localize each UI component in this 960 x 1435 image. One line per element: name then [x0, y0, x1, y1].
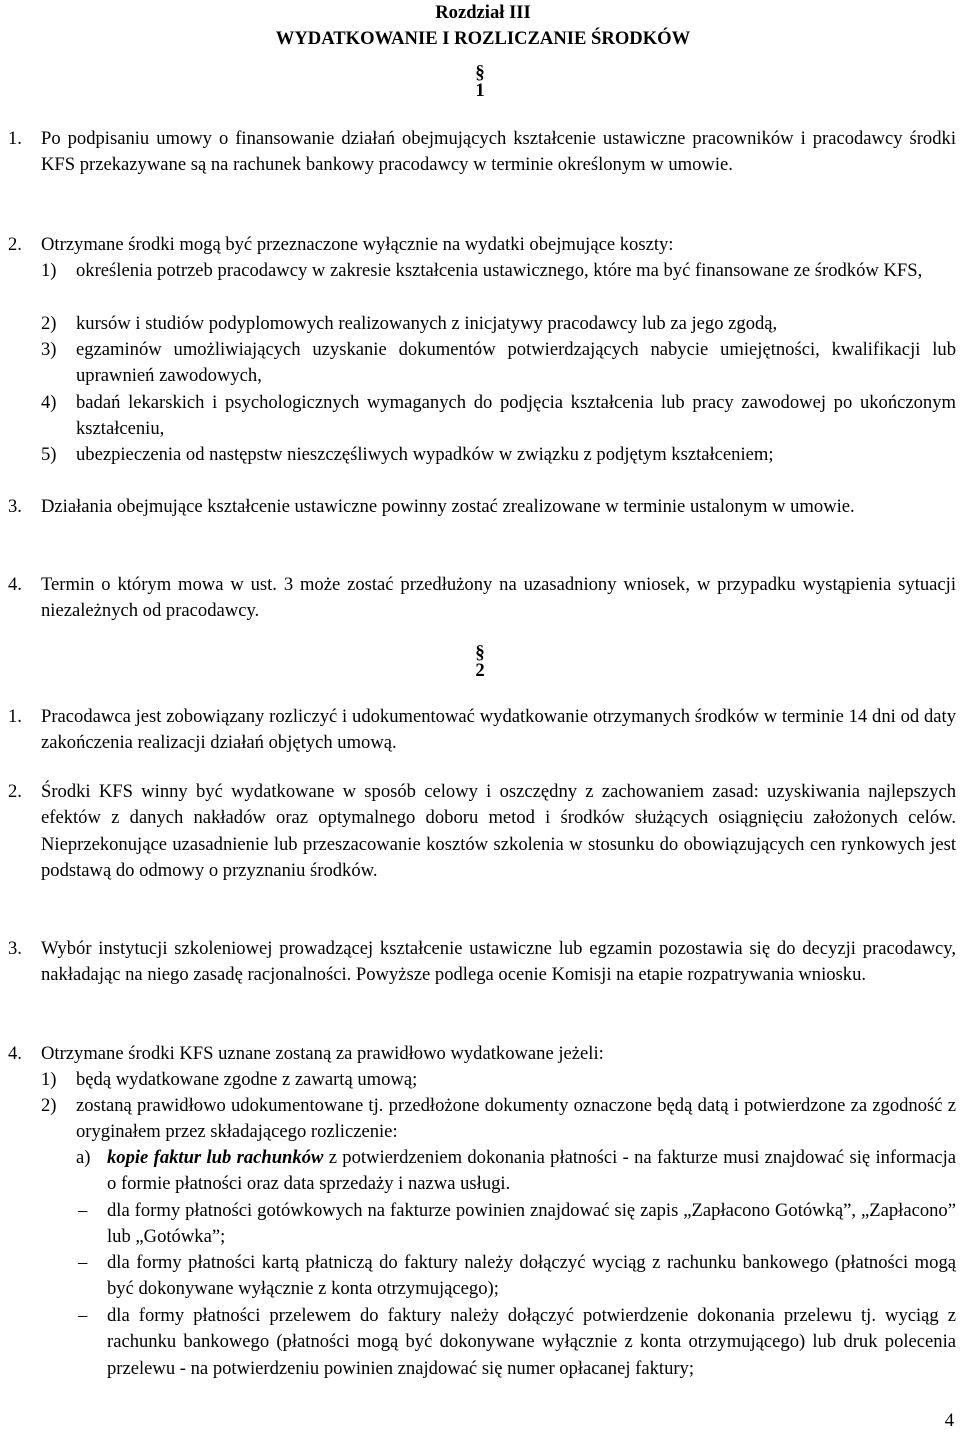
paragraph-text: Otrzymane środki KFS uznane zostaną za prawidłowo wydatkowane jeżeli:	[41, 1043, 604, 1064]
item-number: 1)	[41, 260, 57, 281]
item-text	[107, 1145, 956, 1198]
paragraph-number: 4.	[8, 574, 22, 595]
dash-text: dla formy płatności przelewem do faktury należy dołączyć potwierdzenie dokonania przelewu tj. wyciąg z rachunku bankowego (płatności mogą być dokonywane wyłącznie z konta otrzymującego) lub druk polecenia przelewu - na potwierdzeniu powinien znajdować się numer opłacanej faktury;	[107, 1305, 956, 1379]
s2-paragraph-4	[8, 1041, 956, 1067]
item-number: 4)	[41, 392, 57, 413]
dash-text: dla formy płatności kartą płatniczą do faktury należy dołączyć wyciąg z rachunku bankowego (płatności mogą być dokonywane wyłącznie z konta otrzymującego);	[107, 1252, 956, 1300]
item-text: badań lekarskich i psychologicznych wymaganych do podjęcia kształcenia lub pracy zawodowej po ukończonym kształceniu,	[76, 392, 956, 440]
item-text: zostaną prawidłowo udokumentowane tj. przedłożone dokumenty oznaczone będą datą i potwierdzone za zgodność z oryginałem przez składającego rozliczenie:	[76, 1095, 956, 1143]
dash-marker: –	[78, 1200, 88, 1221]
s2-paragraph-3	[8, 936, 956, 989]
chapter-heading: WYDATKOWANIE I ROZLICZANIE ŚRODKÓW	[275, 28, 691, 50]
dash-marker: –	[78, 1305, 88, 1326]
paragraph-text: Termin o którym mowa w ust. 3 może zostać przedłużony na uzasadniony wniosek, w przypadku wystąpienia sytuacji niezależnych od pracodawcy.	[41, 574, 956, 622]
section-number: 2	[475, 660, 485, 681]
paragraph-number: 1.	[8, 706, 22, 727]
emphasis-text: kopie faktur lub rachunków	[107, 1147, 324, 1168]
s1-p2-item-1	[41, 258, 956, 284]
s1-p2-item-2	[41, 311, 956, 337]
s2-paragraph-2	[8, 779, 956, 884]
s2-p4-item-2a	[76, 1145, 956, 1198]
item-text-rest: z potwierdzeniem dokonania płatności - na fakturze musi znajdować się informacja o formie płatności oraz data sprzedaży i nazwa usługi.	[107, 1147, 956, 1195]
s2-p4-item-2	[41, 1093, 956, 1146]
paragraph-number: 3.	[8, 496, 22, 517]
paragraph-text: Otrzymane środki mogą być przeznaczone wyłącznie na wydatki obejmujące koszty:	[41, 234, 674, 255]
dash-item-3	[76, 1303, 956, 1382]
section-sign: §	[475, 642, 485, 663]
paragraph-number: 2.	[8, 781, 22, 802]
s1-p2-item-4	[41, 390, 956, 443]
dash-text: dla formy płatności gotówkowych na fakturze powinien znajdować się zapis „Zapłacono Gotówką”, „Zapłacono” lub „Gotówka”;	[107, 1200, 956, 1248]
paragraph-number: 3.	[8, 938, 22, 959]
s1-p2-item-3	[41, 337, 956, 390]
item-text: ubezpieczenia od następstw nieszczęśliwych wypadków w związku z podjętym kształceniem;	[76, 444, 774, 465]
page-number: 4	[944, 1410, 954, 1431]
item-number: 2)	[41, 1095, 57, 1116]
dash-marker: –	[78, 1252, 88, 1273]
paragraph-text: Środki KFS winny być wydatkowane w sposób celowy i oszczędny z zachowaniem zasad: uzyskiwania najlepszych efektów z danych nakładów oraz optymalnego doboru metod i środków służących osiągnięciu założonych celów. Nieprzekonujące uzasadnienie lub przeszacowanie kosztów szkolenia w stosunku do obowiązujących cen rynkowych jest podstawą do odmowy o przyznaniu środków.	[41, 781, 956, 881]
s1-paragraph-2	[8, 232, 956, 258]
dash-item-2	[76, 1250, 956, 1303]
paragraph-text: Po podpisaniu umowy o finansowanie działań obejmujących kształcenie ustawiczne pracowników i pracodawcy środki KFS przekazywane są na rachunek bankowy pracodawcy w terminie określonym w umowie.	[41, 128, 956, 176]
paragraph-text: Pracodawca jest zobowiązany rozliczyć i udokumentować wydatkowanie otrzymanych środków w terminie 14 dni od daty zakończenia realizacji działań objętych umową.	[41, 706, 956, 754]
item-number: 2)	[41, 313, 57, 334]
s1-paragraph-1	[8, 126, 956, 179]
s1-p2-item-5	[41, 442, 956, 468]
item-number: 1)	[41, 1069, 57, 1090]
section-1-heading	[0, 62, 960, 104]
paragraph-number: 4.	[8, 1043, 22, 1064]
paragraph-number: 1.	[8, 128, 22, 149]
item-letter: a)	[76, 1147, 91, 1168]
section-2-heading	[0, 642, 960, 684]
paragraph-number: 2.	[8, 234, 22, 255]
item-text: będą wydatkowane zgodne z zawartą umową;	[76, 1069, 418, 1090]
item-text: określenia potrzeb pracodawcy w zakresie kształcenia ustawicznego, które ma być finansowane ze środków KFS,	[76, 260, 923, 281]
item-text: kursów i studiów podyplomowych realizowanych z inicjatywy pracodawcy lub za jego zgodą,	[76, 313, 778, 334]
s2-p4-item-1	[41, 1067, 956, 1093]
paragraph-text: Działania obejmujące kształcenie ustawiczne powinny zostać zrealizowane w terminie ustalonym w umowie.	[41, 496, 855, 517]
paragraph-text: Wybór instytucji szkoleniowej prowadzącej kształcenie ustawiczne lub egzamin pozostawia się do decyzji pracodawcy, nakładając na niego zasadę racjonalności. Powyższe podlega ocenie Komisji na etapie rozpatrywania wniosku.	[41, 938, 956, 986]
section-number: 1	[475, 80, 485, 101]
dash-item-1	[76, 1198, 956, 1251]
section-sign: §	[475, 62, 485, 83]
chapter-title	[0, 0, 960, 53]
item-number: 3)	[41, 339, 57, 360]
s2-paragraph-1	[8, 704, 956, 757]
s1-paragraph-4	[8, 572, 956, 625]
item-text: egzaminów umożliwiających uzyskanie dokumentów potwierdzających nabycie umiejętności, kwalifikacji lub uprawnień zawodowych,	[76, 339, 956, 387]
item-number: 5)	[41, 444, 57, 465]
s1-paragraph-3	[8, 494, 956, 520]
chapter-number: Rozdział III	[435, 2, 531, 23]
